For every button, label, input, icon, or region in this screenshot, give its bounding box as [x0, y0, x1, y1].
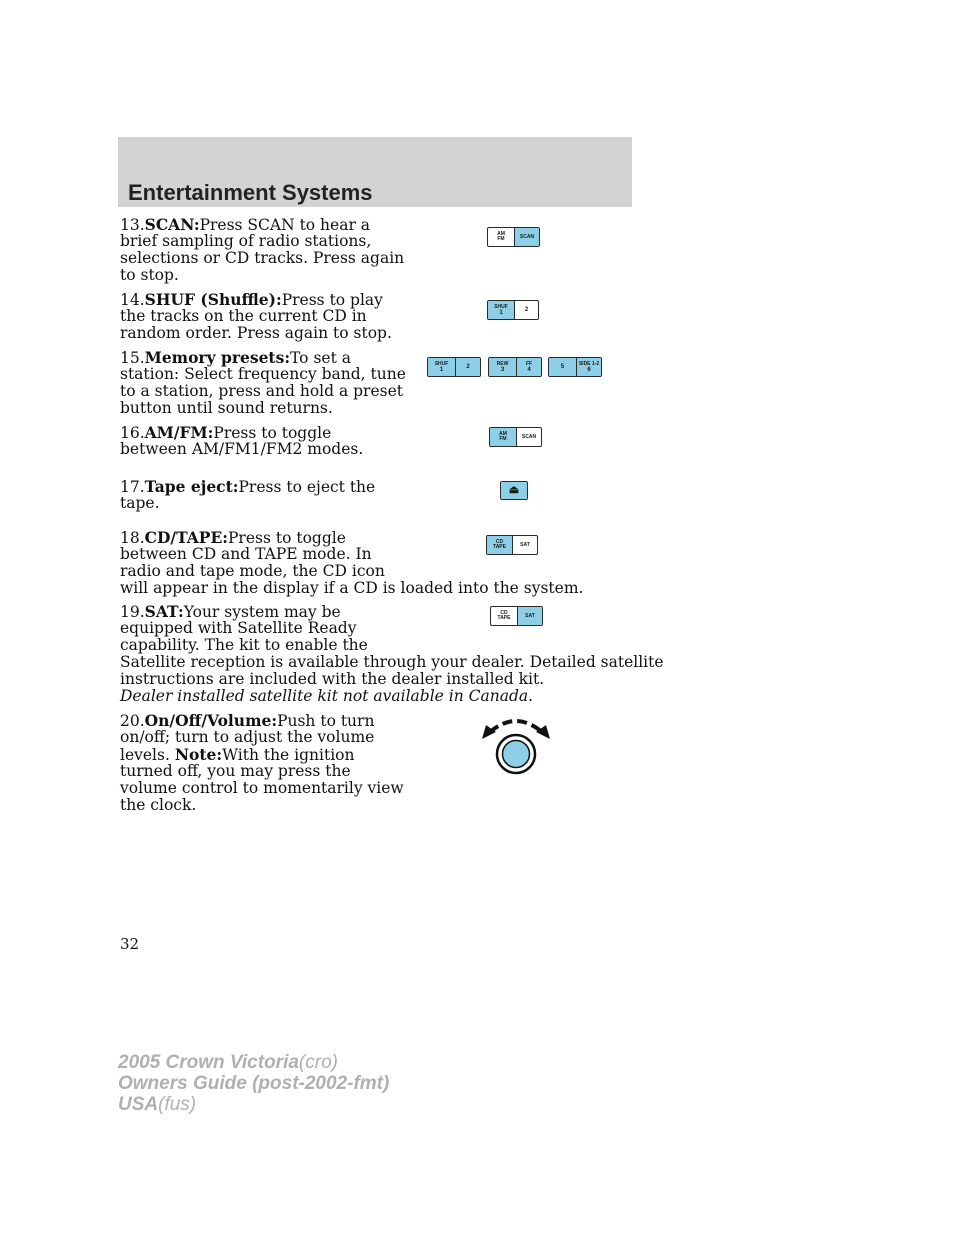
volume-knob-icon: [478, 708, 554, 780]
page-number: 32: [120, 935, 140, 953]
item-20-line2: on/off; turn to adjust the volume: [120, 728, 375, 746]
item-15-line4: button until sound returns.: [120, 399, 333, 417]
item-19-line4: Satellite reception is available through your dealer. Detailed satellite: [120, 653, 664, 671]
preset-5-button: 5: [549, 358, 576, 376]
section-title: Entertainment Systems: [128, 180, 373, 205]
item-18-line2: between CD and TAPE mode. In: [120, 545, 372, 563]
item-20-line6: the clock.: [120, 796, 197, 814]
cdtape-button-highlight: CD TAPE: [487, 536, 512, 554]
sat-button-illustration: [490, 606, 543, 626]
item-16-line1: 16.AM/FM:Press to toggle: [120, 423, 332, 442]
item-19-line5: instructions are included with the dealer installed kit.: [120, 670, 545, 688]
cdtape-button-illustration: [486, 535, 538, 555]
footer-line3: USA(fus): [118, 1094, 197, 1115]
item-20-line4: turned off, you may press the: [120, 762, 351, 780]
item-18-line3: radio and tape mode, the CD icon: [120, 562, 385, 580]
item-20-line1: 20.On/Off/Volume:Push to turn: [120, 711, 375, 730]
amfm-button: AM FM: [497, 231, 505, 242]
preset-3-4-illustration: [488, 357, 542, 377]
item-14-line2: the tracks on the current CD in: [120, 307, 367, 325]
item-13-line1: 13.SCAN:Press SCAN to hear a: [120, 215, 371, 234]
item-16-line2: between AM/FM1/FM2 modes.: [120, 440, 364, 458]
eject-icon: ⏏: [501, 482, 527, 499]
sat-button-plain: SAT: [512, 536, 537, 554]
item-17-line2: tape.: [120, 494, 160, 512]
preset-1-2-illustration: [427, 357, 481, 377]
item-15-line2: station: Select frequency band, tune: [120, 365, 406, 383]
item-19-line2: equipped with Satellite Ready: [120, 619, 357, 637]
preset-2-button-highlight: 2: [455, 358, 480, 376]
item-14-line3: random order. Press again to stop.: [120, 324, 392, 342]
item-15-line3: to a station, press and hold a preset: [120, 382, 403, 400]
item-15-line1: 15.Memory presets:To set a: [120, 348, 351, 367]
item-13-line4: to stop.: [120, 266, 179, 284]
preset-1-button: SHUF 1: [428, 358, 455, 376]
scan-button-plain: SCAN: [516, 428, 541, 446]
sat-button-highlight: SAT: [517, 607, 542, 625]
shuf-1-button: SHUF 1: [488, 301, 514, 319]
item-20-line5: volume control to momentarily view: [120, 779, 404, 797]
item-20-line3: levels. Note:With the ignition: [120, 745, 355, 764]
amfm-button-highlight: AM FM: [490, 428, 516, 446]
preset-3-button: REW 3: [489, 358, 516, 376]
item-13-line3: selections or CD tracks. Press again: [120, 249, 405, 267]
item-19-line3: capability. The kit to enable the: [120, 636, 368, 654]
item-19-line6: Dealer installed satellite kit not available in Canada.: [120, 687, 534, 705]
item-14-line1: 14.SHUF (Shuffle):Press to play: [120, 290, 383, 309]
scan-button-illustration: [487, 227, 540, 247]
item-19-line1: 19.SAT:Your system may be: [120, 602, 341, 621]
scan-button: SCAN: [514, 228, 539, 246]
tape-eject-illustration: [500, 481, 528, 500]
item-17-line1: 17.Tape eject:Press to eject the: [120, 477, 376, 496]
item-18-line1: 18.CD/TAPE:Press to toggle: [120, 528, 346, 547]
item-18-line4: will appear in the display if a CD is loaded into the system.: [120, 579, 584, 597]
footer-line1: 2005 Crown Victoria(cro): [118, 1052, 338, 1073]
cdtape-button-plain: CD TAPE: [497, 610, 511, 621]
section-header: [118, 137, 632, 207]
preset-4-button: FF 4: [516, 358, 541, 376]
preset-2-button: 2: [514, 301, 538, 319]
item-13-line2: brief sampling of radio stations,: [120, 232, 372, 250]
shuffle-button-illustration: [487, 300, 539, 320]
footer-line2: Owners Guide (post-2002-fmt): [118, 1073, 390, 1094]
preset-6-button: SIDE 1-2 6: [576, 358, 601, 376]
amfm-button-illustration: [489, 427, 542, 447]
preset-5-6-illustration: [548, 357, 602, 377]
